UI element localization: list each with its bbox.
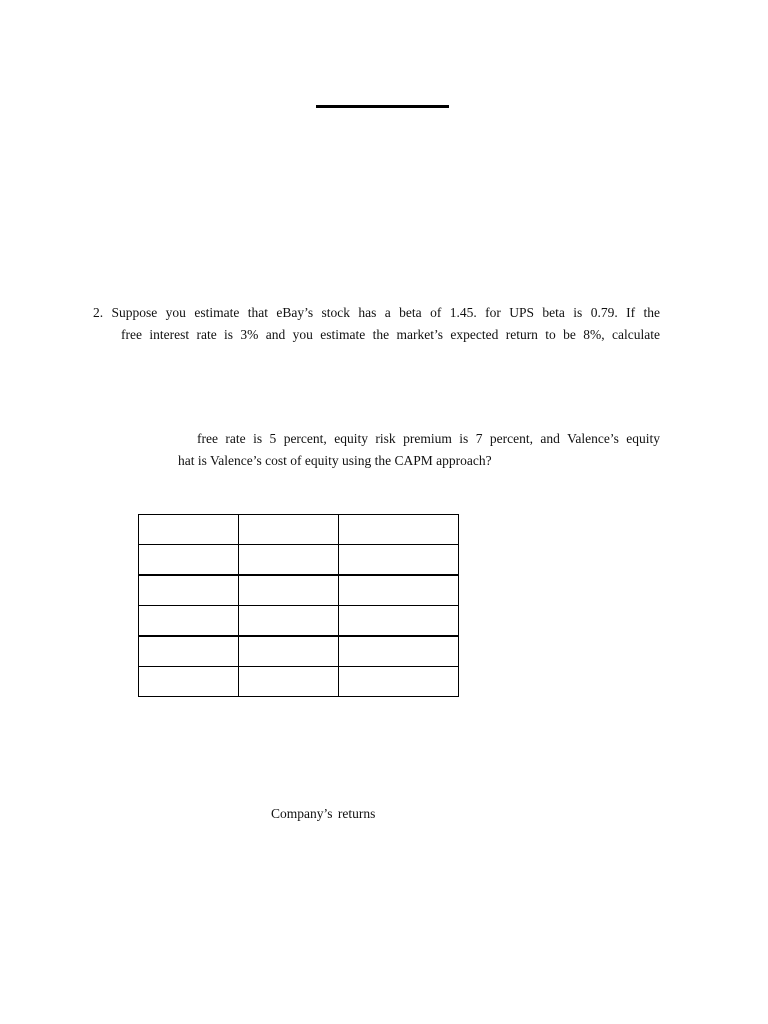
returns-table	[138, 514, 459, 697]
title-underline	[316, 105, 449, 108]
table-cell	[139, 515, 239, 545]
table-row	[139, 606, 459, 637]
table-cell	[139, 636, 239, 667]
table-cell	[239, 575, 339, 606]
table-cell	[239, 636, 339, 667]
table-row	[139, 636, 459, 667]
table-cell	[339, 515, 459, 545]
table-cell	[139, 575, 239, 606]
table-cell	[239, 545, 339, 576]
table-cell	[339, 575, 459, 606]
table-cell	[239, 606, 339, 637]
question-2-line-2: free interest rate is 3% and you estimate the market’s expected return to be 8%, calculate	[121, 327, 660, 342]
table-row	[139, 515, 459, 545]
table-cell	[339, 545, 459, 576]
table-row	[139, 545, 459, 576]
table-caption: Company’s returns	[271, 806, 376, 821]
table-cell	[139, 606, 239, 637]
table-cell	[239, 515, 339, 545]
table-cell	[139, 545, 239, 576]
table-row	[139, 667, 459, 697]
table-cell	[339, 606, 459, 637]
table-cell	[239, 667, 339, 697]
table-cell	[339, 636, 459, 667]
question-3-line-2: hat is Valence’s cost of equity using the CAPM approach?	[178, 453, 492, 468]
table-cell	[339, 667, 459, 697]
question-3-line-1: free rate is 5 percent, equity risk premium is 7 percent, and Valence’s equity	[197, 431, 660, 446]
table-cell	[139, 667, 239, 697]
question-2-line-1: 2. Suppose you estimate that eBay’s stock has a beta of 1.45. for UPS beta is 0.79. If the	[93, 305, 660, 320]
table-row	[139, 575, 459, 606]
